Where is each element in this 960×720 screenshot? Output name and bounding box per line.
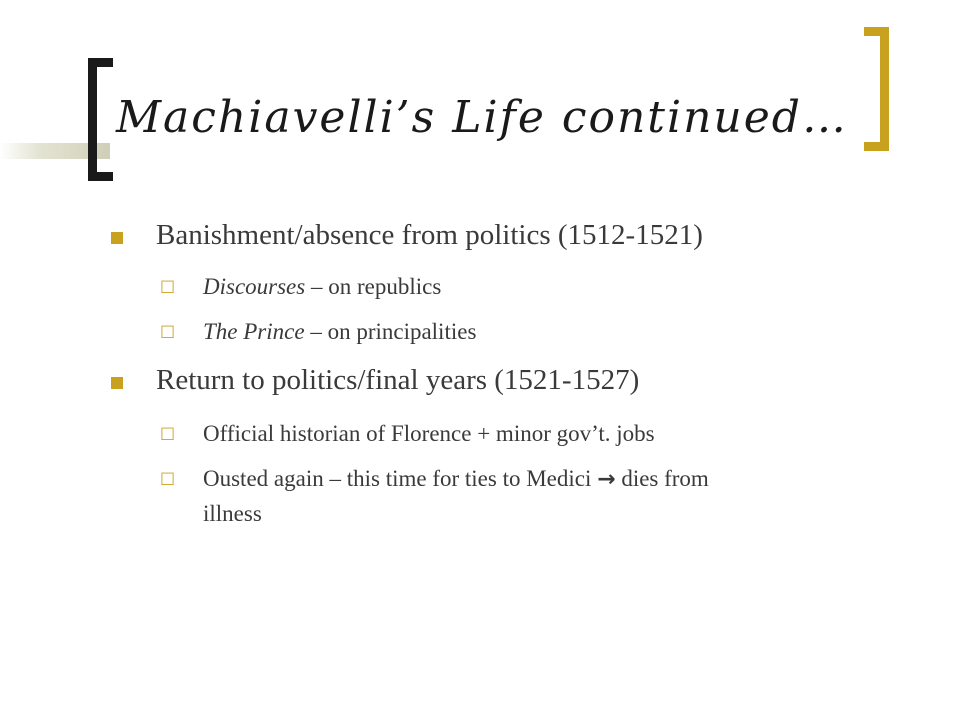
sub-bullet-icon: □ <box>160 276 176 295</box>
work-title: The Prince <box>203 319 305 344</box>
sub-bullet-item <box>203 315 476 349</box>
sub-bullet-text: Ousted again – this time for ties to Medici <box>203 466 592 491</box>
sub-bullet-text-cont: dies from <box>615 466 709 491</box>
left-bracket-decor <box>88 58 113 181</box>
slide-title: Machiavelli’s Life continued… <box>116 92 848 143</box>
sub-bullet-icon: □ <box>160 423 176 442</box>
arrow-right-icon: → <box>597 467 616 492</box>
bullet-square-icon <box>111 377 123 389</box>
bullet-item: Banishment/absence from politics (1512-1521) <box>156 219 703 251</box>
sub-bullet-text: – on republics <box>305 274 442 299</box>
sub-bullet-icon: □ <box>160 321 176 340</box>
bullet-square-icon <box>111 232 123 244</box>
sub-bullet-item <box>203 462 903 531</box>
sub-bullet-item: Official historian of Florence + minor gov’t. jobs <box>203 421 655 446</box>
bullet-item: Return to politics/final years (1521-1527) <box>156 364 640 396</box>
sub-bullet-text: – on principalities <box>304 319 477 344</box>
sub-bullet-item <box>203 270 441 304</box>
sub-bullet-text-wrap: illness <box>203 501 262 526</box>
right-bracket-decor <box>864 27 889 151</box>
work-title: Discourses <box>203 274 306 299</box>
sub-bullet-icon: □ <box>160 468 176 487</box>
